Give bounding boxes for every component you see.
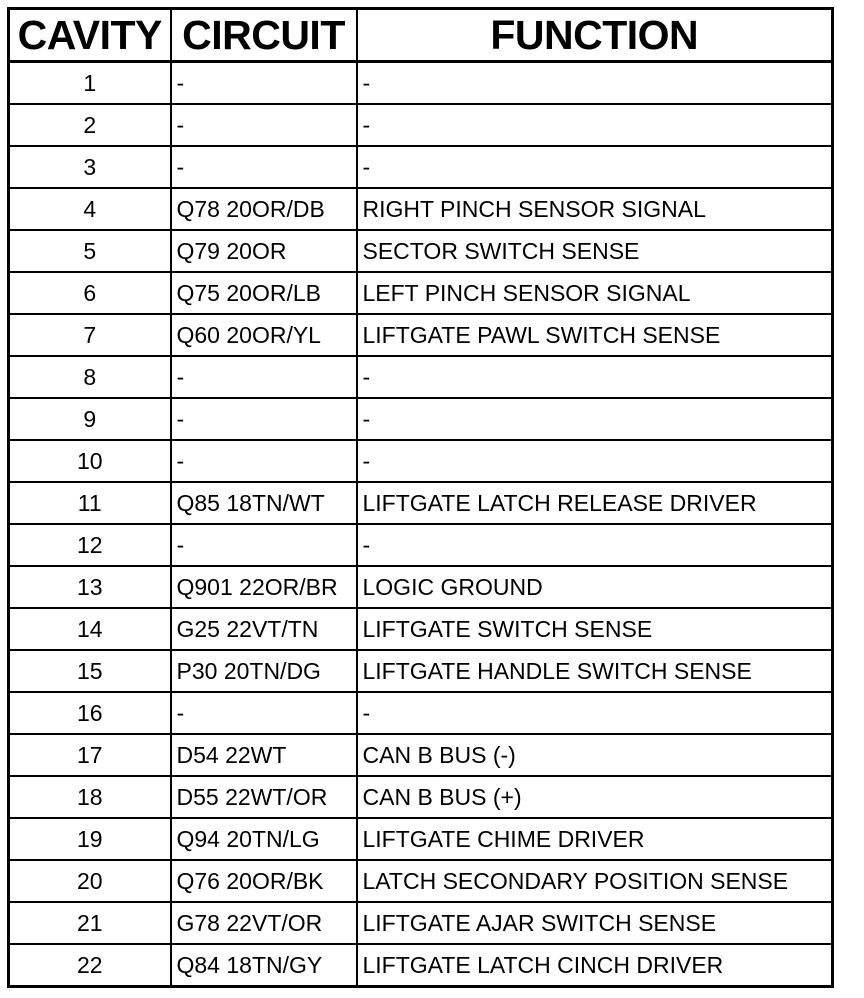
function-cell: RIGHT PINCH SENSOR SIGNAL [357,188,833,230]
table-row [9,524,833,566]
table-row [9,776,833,818]
table-row [9,62,833,105]
cavity-cell: 17 [9,734,171,776]
function-cell: LOGIC GROUND [357,566,833,608]
function-cell: LIFTGATE PAWL SWITCH SENSE [357,314,833,356]
cavity-cell: 15 [9,650,171,692]
header-cavity: CAVITY [9,9,171,62]
cavity-cell: 13 [9,566,171,608]
header-row [9,9,833,62]
table-row [9,104,833,146]
function-cell: - [357,104,833,146]
circuit-cell: Q84 18TN/GY [171,944,357,987]
cavity-cell: 22 [9,944,171,987]
cavity-cell: 2 [9,104,171,146]
table-row [9,482,833,524]
circuit-cell: D54 22WT [171,734,357,776]
cavity-cell: 19 [9,818,171,860]
function-cell: - [357,524,833,566]
circuit-cell: - [171,398,357,440]
table-row [9,356,833,398]
table-row [9,692,833,734]
function-cell: LIFTGATE CHIME DRIVER [357,818,833,860]
circuit-cell: P30 20TN/DG [171,650,357,692]
cavity-cell: 21 [9,902,171,944]
table-row [9,818,833,860]
circuit-cell: Q75 20OR/LB [171,272,357,314]
cavity-cell: 14 [9,608,171,650]
cavity-cell: 6 [9,272,171,314]
cavity-cell: 20 [9,860,171,902]
function-cell: LIFTGATE HANDLE SWITCH SENSE [357,650,833,692]
function-cell: - [357,692,833,734]
cavity-cell: 8 [9,356,171,398]
function-cell: - [357,440,833,482]
circuit-cell: D55 22WT/OR [171,776,357,818]
cavity-cell: 3 [9,146,171,188]
circuit-cell: Q901 22OR/BR [171,566,357,608]
table-row [9,860,833,902]
table-row [9,440,833,482]
cavity-cell: 1 [9,62,171,105]
function-cell: LATCH SECONDARY POSITION SENSE [357,860,833,902]
cavity-cell: 4 [9,188,171,230]
cavity-cell: 12 [9,524,171,566]
circuit-cell: Q76 20OR/BK [171,860,357,902]
circuit-cell: - [171,524,357,566]
function-cell: CAN B BUS (-) [357,734,833,776]
table-row [9,566,833,608]
function-cell: CAN B BUS (+) [357,776,833,818]
function-cell: LIFTGATE AJAR SWITCH SENSE [357,902,833,944]
function-cell: - [357,398,833,440]
circuit-cell: G78 22VT/OR [171,902,357,944]
table-row [9,230,833,272]
cavity-cell: 7 [9,314,171,356]
circuit-cell: - [171,104,357,146]
table-row [9,272,833,314]
function-cell: SECTOR SWITCH SENSE [357,230,833,272]
table-row [9,398,833,440]
function-cell: LEFT PINCH SENSOR SIGNAL [357,272,833,314]
circuit-cell: - [171,692,357,734]
circuit-cell: Q78 20OR/DB [171,188,357,230]
header-function: FUNCTION [357,9,833,62]
circuit-cell: - [171,356,357,398]
function-cell: - [357,146,833,188]
cavity-cell: 11 [9,482,171,524]
table-row [9,902,833,944]
table-row [9,314,833,356]
circuit-cell: Q85 18TN/WT [171,482,357,524]
table-row [9,650,833,692]
table-row [9,188,833,230]
function-cell: - [357,356,833,398]
function-cell: LIFTGATE SWITCH SENSE [357,608,833,650]
cavity-cell: 9 [9,398,171,440]
table-row [9,146,833,188]
function-cell: LIFTGATE LATCH CINCH DRIVER [357,944,833,987]
cavity-cell: 18 [9,776,171,818]
table-row [9,608,833,650]
header-circuit: CIRCUIT [171,9,357,62]
circuit-cell: G25 22VT/TN [171,608,357,650]
circuit-cell: Q79 20OR [171,230,357,272]
function-cell: LIFTGATE LATCH RELEASE DRIVER [357,482,833,524]
circuit-cell: - [171,440,357,482]
cavity-cell: 5 [9,230,171,272]
circuit-cell: Q60 20OR/YL [171,314,357,356]
circuit-cell: - [171,62,357,105]
connector-pinout-table [7,7,834,988]
circuit-cell: - [171,146,357,188]
cavity-cell: 10 [9,440,171,482]
cavity-cell: 16 [9,692,171,734]
table-row [9,734,833,776]
circuit-cell: Q94 20TN/LG [171,818,357,860]
table-row [9,944,833,987]
function-cell: - [357,62,833,105]
